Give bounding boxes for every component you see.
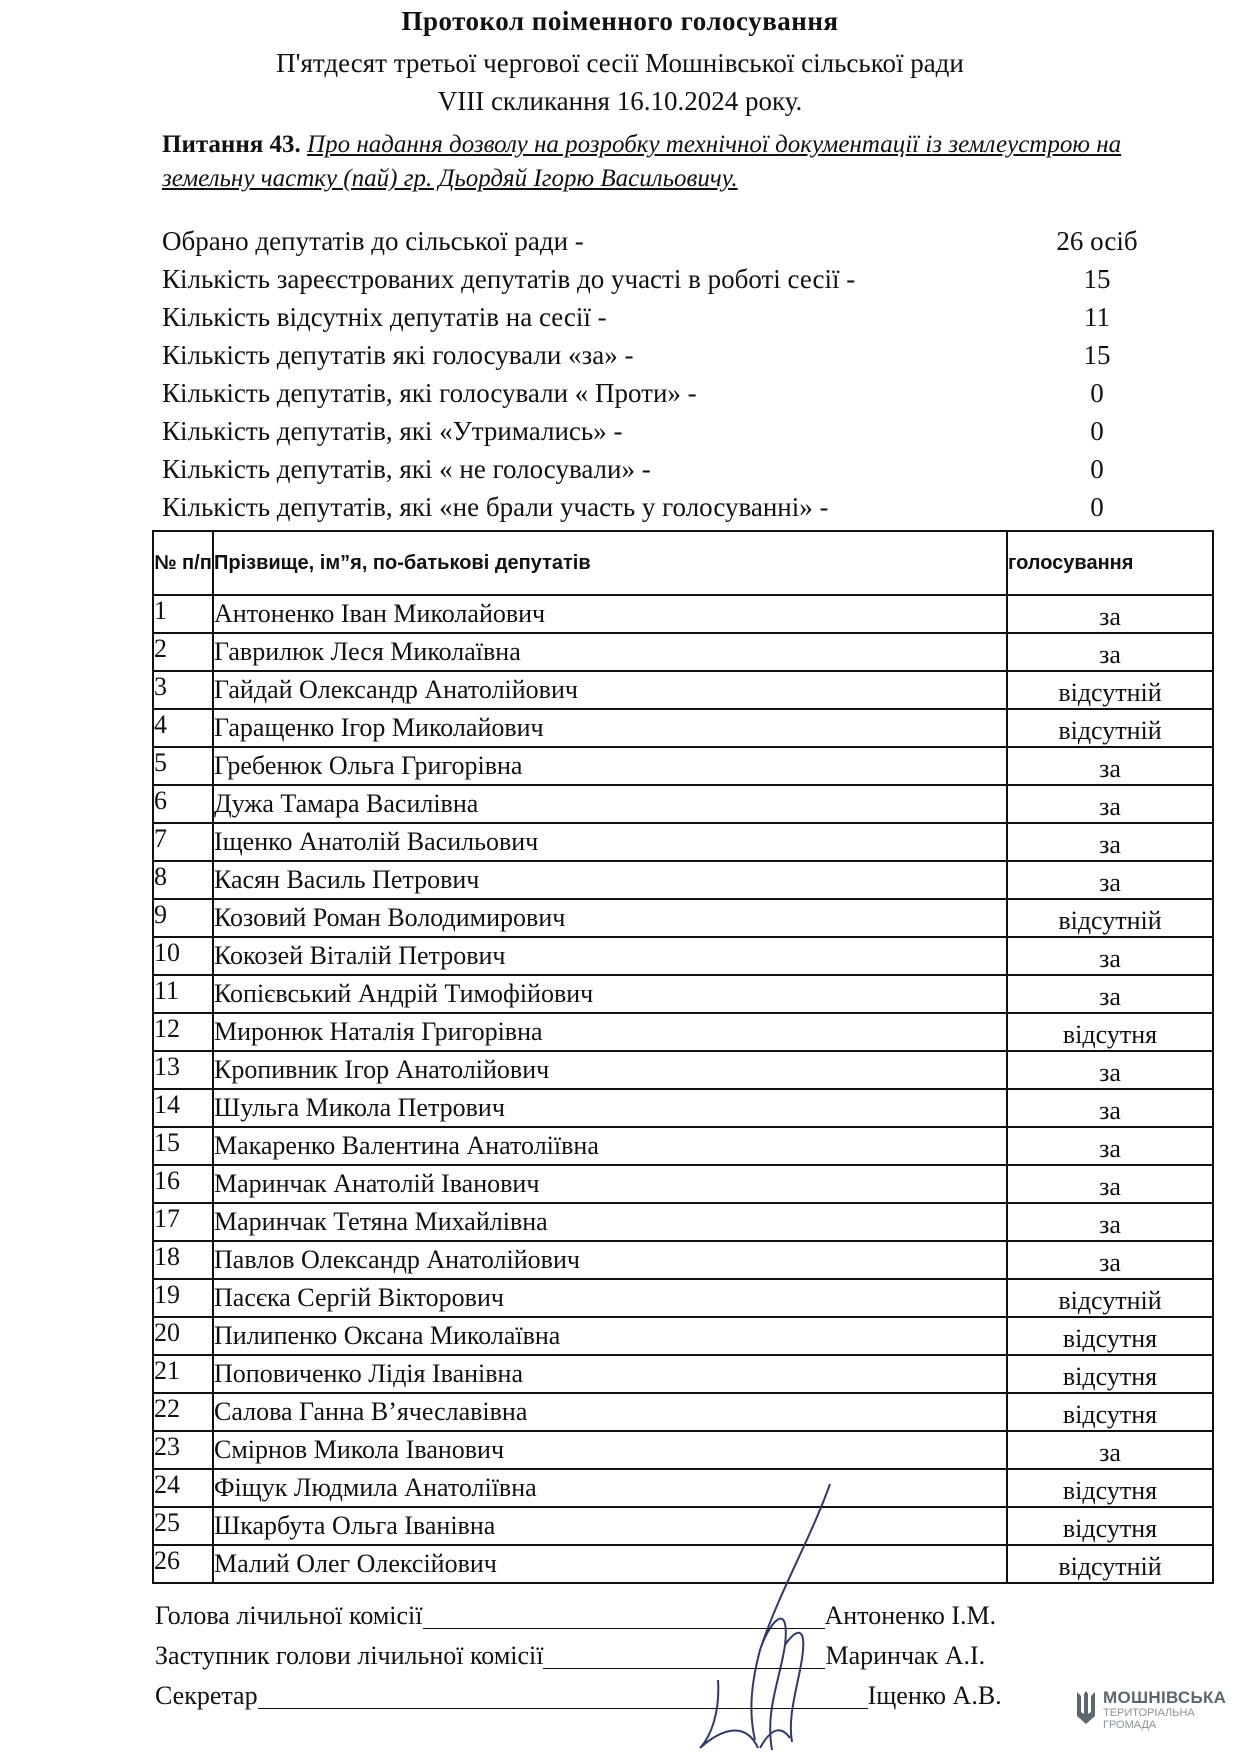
logo-subtitle: ТЕРИТОРІАЛЬНА	[1103, 1707, 1195, 1719]
vote-value: за	[1007, 823, 1213, 861]
vote-value: за	[1007, 1127, 1213, 1165]
table-row	[153, 1127, 1213, 1165]
deputy-name: Кропивник Ігор Анатолійович	[213, 1051, 1007, 1089]
table-row	[153, 861, 1213, 899]
vote-value: відсутня	[1007, 1507, 1213, 1545]
stat-value: 0	[1090, 492, 1104, 522]
table-row	[153, 671, 1213, 709]
deputy-name: Іщенко Анатолій Васильович	[213, 823, 1007, 861]
stat-label: Кількість депутатів, які « не голосували» -	[162, 454, 651, 484]
vote-value: відсутня	[1007, 1317, 1213, 1355]
table-row	[153, 899, 1213, 937]
row-number: 10	[153, 937, 213, 975]
signatory-name: Маринчак А.І.	[825, 1641, 986, 1670]
signatory-name: Іщенко А.В.	[867, 1681, 1002, 1710]
deputy-name: Гайдай Олександр Анатолійович	[213, 671, 1007, 709]
column-header-name: Прізвище, ім”я, по-батькові депутатів	[213, 531, 1007, 595]
deputy-name: Павлов Олександр Анатолійович	[213, 1241, 1007, 1279]
logo-title: МОШНІВСЬКА	[1103, 1688, 1227, 1707]
stat-label: Кількість депутатів які голосували «за» -	[162, 340, 634, 370]
vote-value: відсутня	[1007, 1355, 1213, 1393]
row-number: 9	[153, 899, 213, 937]
row-number: 17	[153, 1203, 213, 1241]
vote-value: за	[1007, 1203, 1213, 1241]
trident-emblem-icon	[1075, 1690, 1097, 1726]
row-number: 22	[153, 1393, 213, 1431]
table-row	[153, 1317, 1213, 1355]
table-row	[153, 1241, 1213, 1279]
table-row	[153, 633, 1213, 671]
vote-value: за	[1007, 595, 1213, 633]
table-row	[153, 709, 1213, 747]
table-row	[153, 1393, 1213, 1431]
vote-value: відсутній	[1007, 671, 1213, 709]
stat-row	[162, 298, 1162, 336]
column-header-number: № п/п	[153, 531, 213, 595]
stat-label: Кількість зареєстрованих депутатів до участі в роботі сесії -	[162, 264, 856, 294]
vote-value: відсутній	[1007, 1545, 1213, 1583]
row-number: 15	[153, 1127, 213, 1165]
community-logo	[1075, 1686, 1235, 1736]
vote-value: відсутній	[1007, 899, 1213, 937]
row-number: 21	[153, 1355, 213, 1393]
table-row	[153, 595, 1213, 633]
signature-block	[155, 1596, 1055, 1716]
stat-label: Кількість депутатів, які голосували « Проти» -	[162, 378, 697, 408]
row-number: 20	[153, 1317, 213, 1355]
table-row	[153, 1165, 1213, 1203]
signature-row	[155, 1676, 1055, 1716]
row-number: 7	[153, 823, 213, 861]
row-number: 16	[153, 1165, 213, 1203]
signature-role: Заступник голови лічильної комісії	[155, 1641, 544, 1670]
deputy-name: Макаренко Валентина Анатоліївна	[213, 1127, 1007, 1165]
row-number: 18	[153, 1241, 213, 1279]
row-number: 5	[153, 747, 213, 785]
stat-value: 0	[1090, 454, 1104, 484]
table-row	[153, 747, 1213, 785]
stat-value: 11	[1084, 302, 1110, 332]
vote-value: за	[1007, 1165, 1213, 1203]
deputy-name: Козовий Роман Володимирович	[213, 899, 1007, 937]
voting-statistics	[162, 222, 1162, 526]
row-number: 3	[153, 671, 213, 709]
table-row	[153, 1279, 1213, 1317]
agenda-question	[162, 128, 1172, 196]
row-number: 24	[153, 1469, 213, 1507]
stat-row	[162, 488, 1162, 526]
table-row	[153, 1431, 1213, 1469]
row-number: 14	[153, 1089, 213, 1127]
deputy-name: Касян Василь Петрович	[213, 861, 1007, 899]
stat-value: 0	[1090, 378, 1104, 408]
stat-label: Обрано депутатів до сільської ради -	[162, 226, 584, 256]
signature-row	[155, 1596, 1055, 1636]
table-row	[153, 1013, 1213, 1051]
signature-role: Голова лічильної комісії	[155, 1601, 423, 1630]
vote-value: за	[1007, 1089, 1213, 1127]
row-number: 11	[153, 975, 213, 1013]
deputy-name: Кокозей Віталій Петрович	[213, 937, 1007, 975]
row-number: 23	[153, 1431, 213, 1469]
signature-line	[423, 1600, 825, 1629]
row-number: 13	[153, 1051, 213, 1089]
stat-value: 15	[1083, 264, 1111, 294]
signatory-name: Антоненко І.М.	[824, 1601, 997, 1630]
vote-value: за	[1007, 633, 1213, 671]
table-row	[153, 1051, 1213, 1089]
vote-value: відсутній	[1007, 709, 1213, 747]
stat-label: Кількість депутатів, які «не брали участь у голосуванні» -	[162, 492, 829, 522]
logo-subtitle: ГРОМАДА	[1103, 1719, 1157, 1731]
vote-value: за	[1007, 1051, 1213, 1089]
question-number: Питання 43.	[162, 131, 301, 158]
deputy-name: Антоненко Іван Миколайович	[213, 595, 1007, 633]
table-row	[153, 1089, 1213, 1127]
deputy-name: Маринчак Анатолій Іванович	[213, 1165, 1007, 1203]
deputy-name: Пилипенко Оксана Миколаївна	[213, 1317, 1007, 1355]
row-number: 19	[153, 1279, 213, 1317]
row-number: 26	[153, 1545, 213, 1583]
vote-value: за	[1007, 937, 1213, 975]
deputy-name: Гаращенко Ігор Миколайович	[213, 709, 1007, 747]
stat-row	[162, 222, 1162, 260]
vote-value: за	[1007, 747, 1213, 785]
signature-line	[258, 1680, 868, 1709]
row-number: 8	[153, 861, 213, 899]
stat-row	[162, 412, 1162, 450]
deputy-name: Маринчак Тетяна Михайлівна	[213, 1203, 1007, 1241]
vote-value: відсутня	[1007, 1393, 1213, 1431]
session-line: П'ятдесят третьої чергової сесії Мошнівської сільської ради	[276, 48, 964, 78]
deputy-name: Смірнов Микола Іванович	[213, 1431, 1007, 1469]
deputy-name: Миронюк Наталія Григорівна	[213, 1013, 1007, 1051]
table-row	[153, 823, 1213, 861]
vote-value: відсутня	[1007, 1469, 1213, 1507]
stat-row	[162, 336, 1162, 374]
vote-value: за	[1007, 1241, 1213, 1279]
deputy-name: Гребенюк Ольга Григорівна	[213, 747, 1007, 785]
stat-row	[162, 450, 1162, 488]
deputy-name: Пасєка Сергій Вікторович	[213, 1279, 1007, 1317]
row-number: 6	[153, 785, 213, 823]
table-row	[153, 1355, 1213, 1393]
table-row	[153, 937, 1213, 975]
vote-value: за	[1007, 1431, 1213, 1469]
deputy-name: Фіщук Людмила Анатоліївна	[213, 1469, 1007, 1507]
signature-role: Секретар	[155, 1681, 258, 1710]
stat-value: 15	[1083, 340, 1111, 370]
table-row	[153, 975, 1213, 1013]
vote-value: за	[1007, 861, 1213, 899]
column-header-vote: голосування	[1007, 531, 1213, 595]
deputy-name: Шкарбута Ольга Іванівна	[213, 1507, 1007, 1545]
row-number: 12	[153, 1013, 213, 1051]
document-title: Протокол поіменного голосування	[401, 6, 839, 36]
deputy-name: Малий Олег Олексійович	[213, 1545, 1007, 1583]
deputy-name: Шульга Микола Петрович	[213, 1089, 1007, 1127]
table-row	[153, 785, 1213, 823]
table-row	[153, 1203, 1213, 1241]
signature-line	[543, 1640, 825, 1669]
deputy-name: Гаврилюк Леся Миколаївна	[213, 633, 1007, 671]
stat-label: Кількість відсутніх депутатів на сесії -	[162, 302, 607, 332]
deputy-name: Дужа Тамара Василівна	[213, 785, 1007, 823]
stat-row	[162, 374, 1162, 412]
vote-value: за	[1007, 785, 1213, 823]
row-number: 4	[153, 709, 213, 747]
stat-value: 26 осіб	[1056, 226, 1138, 256]
table-body	[153, 595, 1213, 1583]
row-number: 2	[153, 633, 213, 671]
deputy-name: Салова Ганна В’ячеславівна	[213, 1393, 1007, 1431]
vote-value: відсутня	[1007, 1013, 1213, 1051]
vote-value: за	[1007, 975, 1213, 1013]
row-number: 25	[153, 1507, 213, 1545]
deputy-name: Поповиченко Лідія Іванівна	[213, 1355, 1007, 1393]
stat-label: Кількість депутатів, які «Утримались» -	[162, 416, 623, 446]
stat-row	[162, 260, 1162, 298]
roll-call-table	[152, 530, 1214, 1584]
stat-value: 0	[1090, 416, 1104, 446]
row-number: 1	[153, 595, 213, 633]
deputy-name: Копієвський Андрій Тимофійович	[213, 975, 1007, 1013]
question-text: Про надання дозволу на розробку технічної документації із землеустрою на земельну частку (пай) гр. Дьордяй Ігорю Васильовичу.	[162, 131, 1122, 192]
convocation-date-line: VIII скликання 16.10.2024 року.	[437, 86, 803, 116]
table-header-row	[153, 531, 1213, 595]
vote-value: відсутній	[1007, 1279, 1213, 1317]
signature-row	[155, 1636, 1055, 1676]
